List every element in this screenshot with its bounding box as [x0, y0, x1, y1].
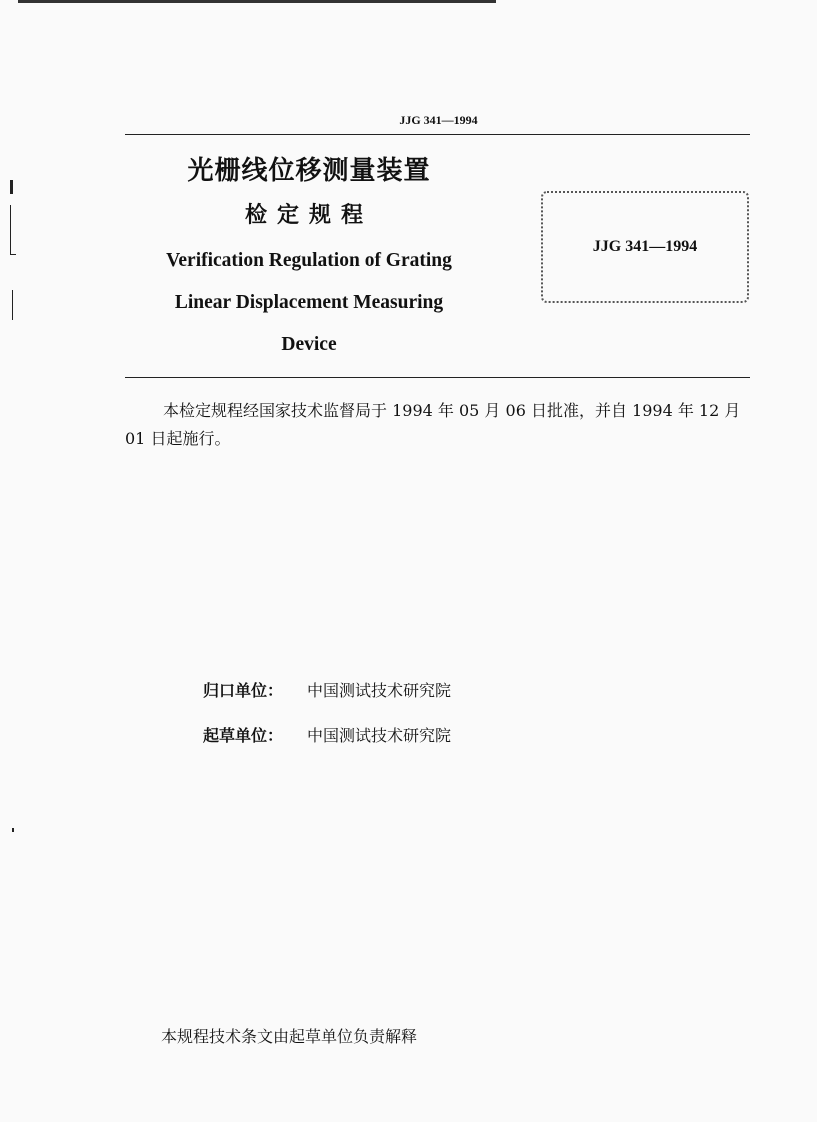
- scan-mark: [12, 828, 14, 832]
- responsible-unit-label: 归口单位：: [203, 681, 284, 700]
- responsible-unit-value: 中国测试技术研究院: [307, 681, 452, 700]
- drafting-unit-label: 起草单位：: [203, 726, 284, 745]
- bottom-rule: [125, 377, 750, 378]
- title-en-line1: Verification Regulation of Grating: [166, 250, 452, 271]
- title-en-line2: Linear Displacement Measuring: [174, 292, 444, 313]
- responsible-unit-row: [203, 678, 451, 701]
- approval-statement: 本检定规程经国家技术监督局于 1994 年 05 月 06 日批准，并自 1994 年 12 月 01 日起施行。: [125, 401, 741, 448]
- scan-mark: [12, 290, 13, 320]
- top-rule: [125, 134, 750, 135]
- header-code: JJG 341—1994: [399, 113, 478, 127]
- title-en-line3: Device: [281, 334, 337, 355]
- regulation-code-box: [541, 191, 749, 303]
- scan-mark: [10, 205, 11, 255]
- scan-mark: [10, 180, 13, 194]
- title-cn-line1: 光栅线位移测量装置: [187, 156, 431, 186]
- scan-edge-line: [18, 0, 496, 3]
- scan-mark: [10, 254, 16, 255]
- interpretation-note: 本规程技术条文由起草单位负责解释: [161, 1027, 418, 1046]
- title-cn-line2: 检定规程: [244, 203, 373, 228]
- drafting-unit-row: [203, 723, 451, 746]
- regulation-code: JJG 341—1994: [592, 238, 698, 255]
- drafting-unit-value: 中国测试技术研究院: [307, 726, 452, 745]
